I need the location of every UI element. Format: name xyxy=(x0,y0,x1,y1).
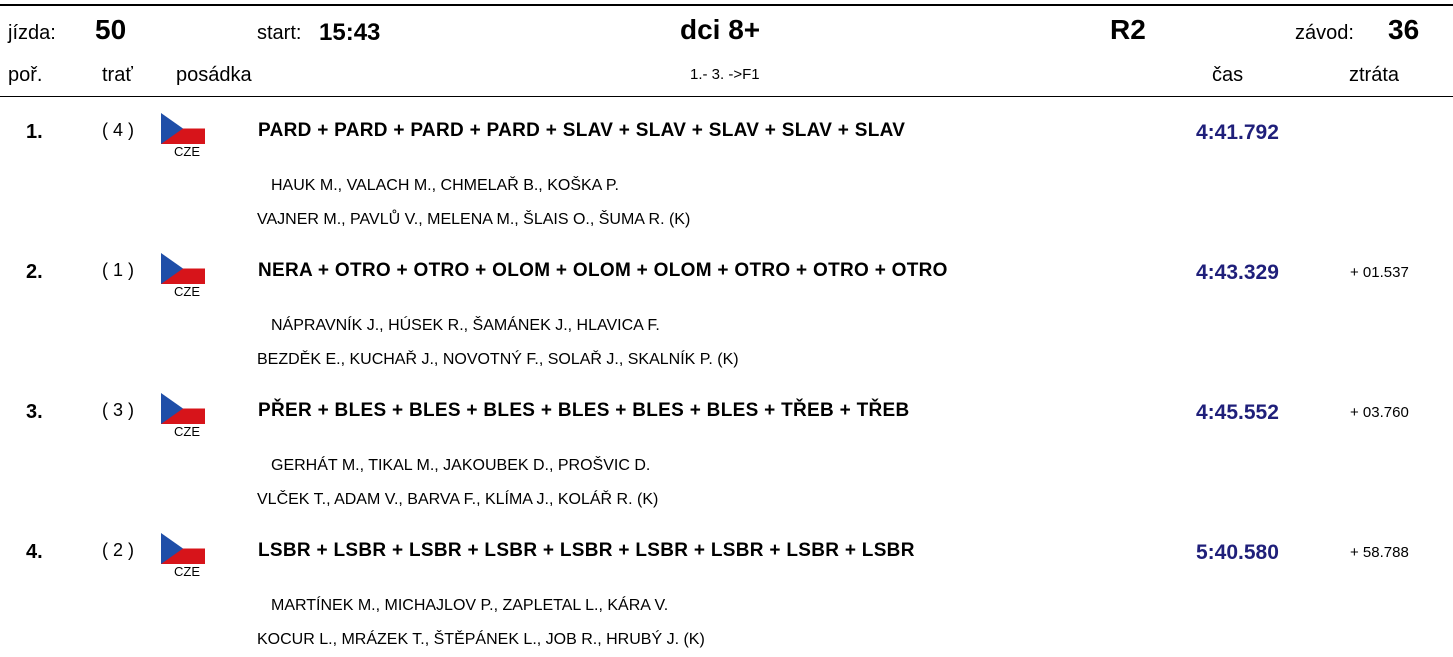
rank: 3. xyxy=(26,401,43,423)
progression-rule: 1.- 3. ->F1 xyxy=(690,66,760,83)
finish-time: 4:41.792 xyxy=(1196,121,1279,144)
header-bottom-rule xyxy=(0,96,1453,97)
clubs: PARD + PARD + PARD + PARD + SLAV + SLAV + SLAV + SLAV + SLAV xyxy=(258,120,906,141)
heat-label: jízda: xyxy=(8,22,56,44)
crew-line-1: NÁPRAVNÍK J., HÚSEK R., ŠAMÁNEK J., HLAVICA F. xyxy=(271,317,660,334)
finish-time: 5:40.580 xyxy=(1196,541,1279,564)
column-header-crew: posádka xyxy=(176,64,252,86)
czech-flag-icon xyxy=(161,393,205,424)
lane: ( 3 ) xyxy=(102,400,135,420)
clubs: PŘER + BLES + BLES + BLES + BLES + BLES + BLES + TŘEB + TŘEB xyxy=(258,400,910,421)
lane: ( 2 ) xyxy=(102,540,135,560)
heat-number: 50 xyxy=(95,14,127,45)
crew-line-2: BEZDĚK E., KUCHAŘ J., NOVOTNÝ F., SOLAŘ J., SKALNÍK P. (K) xyxy=(257,351,739,368)
race-number: 36 xyxy=(1388,14,1420,45)
rank: 1. xyxy=(26,121,43,143)
finish-time: 4:45.552 xyxy=(1196,401,1279,424)
czech-flag-icon xyxy=(161,113,205,144)
column-header-rank: poř. xyxy=(8,64,43,86)
column-header-time: čas xyxy=(1212,64,1244,86)
column-header-loss: ztráta xyxy=(1349,64,1400,86)
crew-line-2: VLČEK T., ADAM V., BARVA F., KLÍMA J., KOLÁŘ R. (K) xyxy=(257,491,659,508)
start-time: 15:43 xyxy=(319,19,381,46)
crew-line-1: GERHÁT M., TIKAL M., JAKOUBEK D., PROŠVIC D. xyxy=(271,457,651,474)
time-loss: + 01.537 xyxy=(1350,264,1409,281)
country-code: CZE xyxy=(174,144,200,159)
header-top-rule xyxy=(0,4,1453,6)
crew-line-2: KOCUR L., MRÁZEK T., ŠTĚPÁNEK L., JOB R., HRUBÝ J. (K) xyxy=(257,631,705,648)
crew-line-1: HAUK M., VALACH M., CHMELAŘ B., KOŠKA P. xyxy=(271,177,619,194)
lane: ( 1 ) xyxy=(102,260,135,280)
country-code: CZE xyxy=(174,284,200,299)
rank: 4. xyxy=(26,541,43,563)
boat-class: dci 8+ xyxy=(680,14,761,45)
column-header-lane: trať xyxy=(102,64,133,86)
clubs: NERA + OTRO + OTRO + OLOM + OLOM + OLOM + OTRO + OTRO + OTRO xyxy=(258,260,948,281)
crew-line-2: VAJNER M., PAVLŮ V., MELENA M., ŠLAIS O., ŠUMA R. (K) xyxy=(257,211,691,228)
time-loss: + 58.788 xyxy=(1350,544,1409,561)
rank: 2. xyxy=(26,261,43,283)
start-label: start: xyxy=(257,22,302,44)
country-code: CZE xyxy=(174,564,200,579)
clubs: LSBR + LSBR + LSBR + LSBR + LSBR + LSBR + LSBR + LSBR + LSBR xyxy=(258,540,915,561)
round-code: R2 xyxy=(1110,14,1146,45)
czech-flag-icon xyxy=(161,533,205,564)
finish-time: 4:43.329 xyxy=(1196,261,1279,284)
czech-flag-icon xyxy=(161,253,205,284)
race-label: závod: xyxy=(1295,22,1354,44)
country-code: CZE xyxy=(174,424,200,439)
lane: ( 4 ) xyxy=(102,120,135,140)
time-loss: + 03.760 xyxy=(1350,404,1409,421)
crew-line-1: MARTÍNEK M., MICHAJLOV P., ZAPLETAL L., KÁRA V. xyxy=(271,597,669,614)
